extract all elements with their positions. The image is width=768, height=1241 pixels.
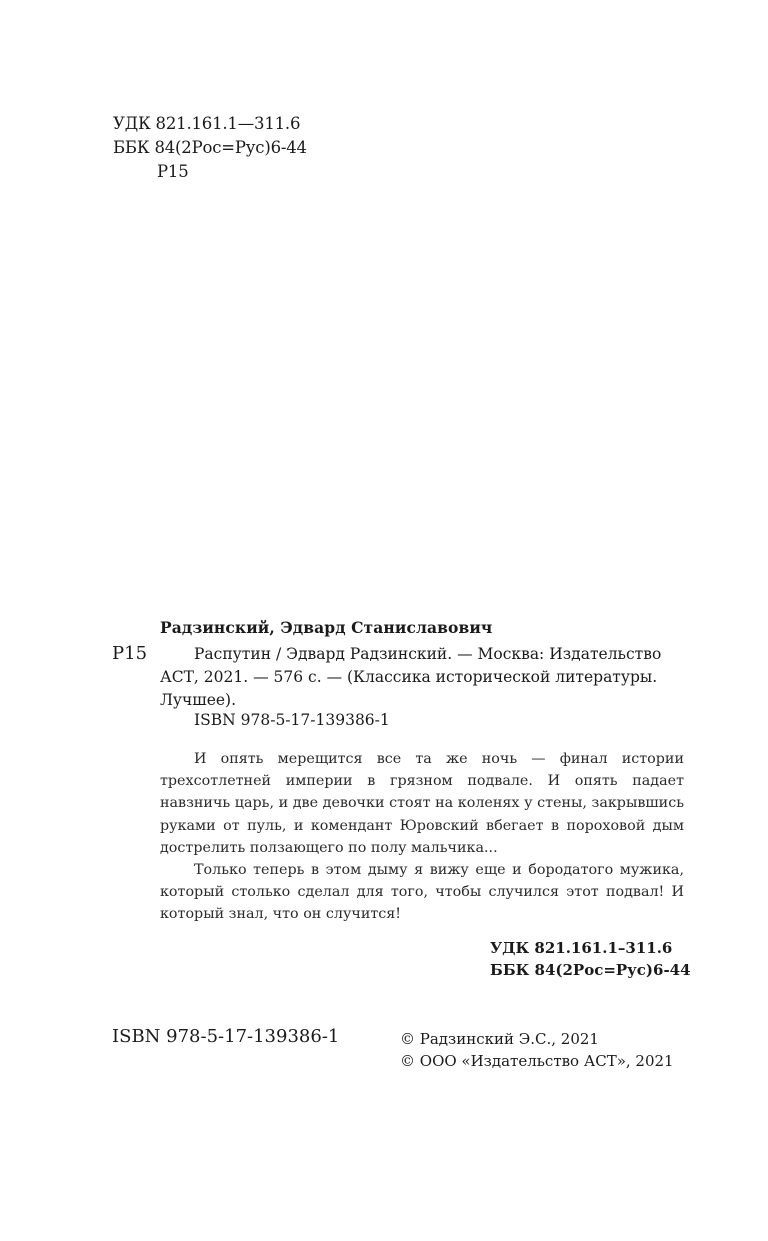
catalog-isbn: ISBN 978-5-17-139386-1 — [194, 711, 390, 729]
copyright-author: © Радзинский Э.С., 2021 — [400, 1030, 599, 1048]
udk-code: УДК 821.161.1—311.6 — [113, 114, 301, 133]
catalog-description-line-1: Распутин / Эдвард Радзинский. — Москва: Издательство — [194, 645, 662, 663]
bbk-code: ББК 84(2Рос=Рус)6-44 — [113, 138, 307, 157]
annotation-paragraph-2: Только теперь в этом дыму я вижу еще и бородатого мужика, который столько сделал для того, чтобы случился этот подвал! И который знал, что он случится! — [160, 862, 684, 923]
catalog-author-mark: Р15 — [112, 643, 148, 664]
annotation — [160, 748, 684, 926]
catalog-description — [160, 643, 685, 712]
author-mark: Р15 — [157, 162, 189, 181]
catalog-description-line-2: АСТ, 2021. — 576 с. — (Классика исторической литературы. — [160, 668, 658, 686]
bbk-code-bottom: ББК 84(2Рос=Рус)6-44 — [490, 961, 691, 979]
copyright-publisher: © ООО «Издательство АСТ», 2021 — [400, 1052, 674, 1070]
footer-isbn: ISBN 978-5-17-139386-1 — [112, 1026, 340, 1047]
catalog-description-line-3: Лучшее). — [160, 691, 237, 709]
top-classification-block — [113, 112, 307, 184]
catalog-author: Радзинский, Эдвард Станиславович — [160, 618, 493, 637]
udk-code-bottom: УДК 821.161.1–311.6 — [490, 939, 673, 957]
copyright-block — [400, 1028, 674, 1072]
bottom-classification-block — [490, 937, 691, 981]
annotation-paragraph-1: И опять мерещится все та же ночь — финал истории трехсотлетней империи в грязном подвале. И опять падает навзничь царь, и две девочки стоят на коленях у стены, закрывшись руками от пуль, и комендант Юровский вбегает в пороховой дым дострелить ползающего по полу мальчика... — [160, 751, 684, 856]
